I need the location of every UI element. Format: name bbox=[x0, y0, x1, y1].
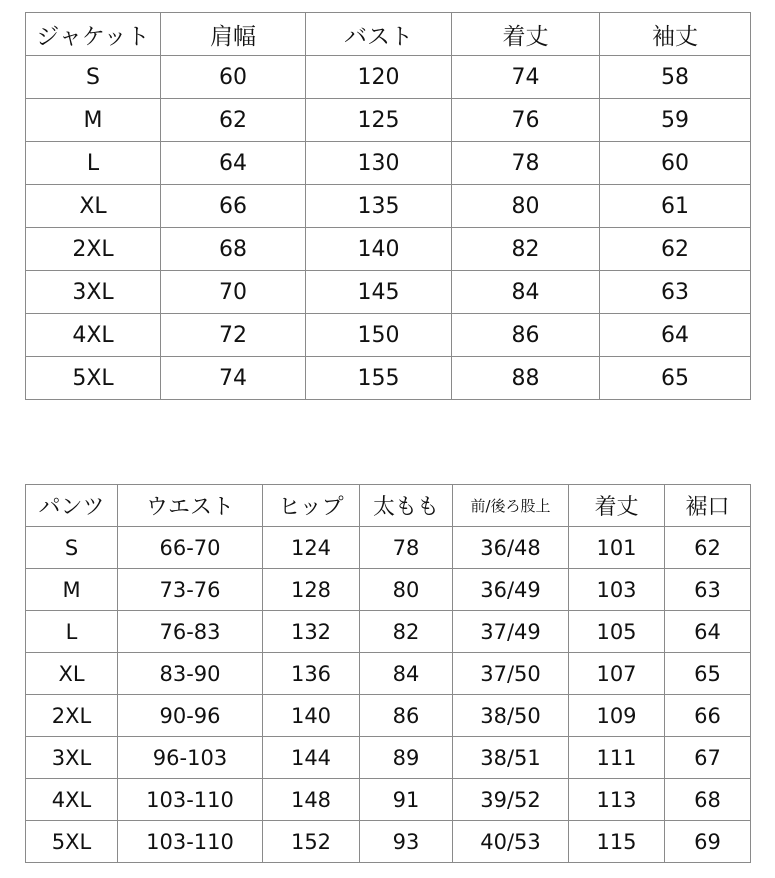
table-cell: 63 bbox=[665, 569, 751, 611]
table-cell: 39/52 bbox=[453, 779, 569, 821]
table-row bbox=[26, 185, 751, 228]
size-cell: 5XL bbox=[26, 357, 161, 400]
table-cell: 64 bbox=[161, 142, 306, 185]
size-cell: L bbox=[26, 142, 161, 185]
table-cell: 64 bbox=[600, 314, 751, 357]
header-cell: 裾口 bbox=[665, 485, 751, 527]
table-row bbox=[26, 314, 751, 357]
header-cell: 太もも bbox=[360, 485, 453, 527]
size-cell: M bbox=[26, 99, 161, 142]
table-cell: 120 bbox=[306, 56, 452, 99]
header-cell: ヒップ bbox=[263, 485, 360, 527]
size-cell: 4XL bbox=[26, 314, 161, 357]
table-cell: 66 bbox=[161, 185, 306, 228]
table-cell: 111 bbox=[569, 737, 665, 779]
table-cell: 76-83 bbox=[118, 611, 263, 653]
size-cell: 5XL bbox=[26, 821, 118, 863]
table-cell: 69 bbox=[665, 821, 751, 863]
table-cell: 58 bbox=[600, 56, 751, 99]
table-cell: 83-90 bbox=[118, 653, 263, 695]
table-cell: 80 bbox=[452, 185, 600, 228]
table-cell: 37/50 bbox=[453, 653, 569, 695]
table-cell: 93 bbox=[360, 821, 453, 863]
table-cell: 150 bbox=[306, 314, 452, 357]
table-cell: 101 bbox=[569, 527, 665, 569]
table-cell: 115 bbox=[569, 821, 665, 863]
table-cell: 128 bbox=[263, 569, 360, 611]
header-cell: 前/後ろ股上 bbox=[453, 485, 569, 527]
table-cell: 38/50 bbox=[453, 695, 569, 737]
table-cell: 68 bbox=[161, 228, 306, 271]
table-cell: 82 bbox=[452, 228, 600, 271]
size-cell: 4XL bbox=[26, 779, 118, 821]
header-cell: 着丈 bbox=[452, 13, 600, 56]
header-cell: ジャケット bbox=[26, 13, 161, 56]
table-cell: 140 bbox=[263, 695, 360, 737]
table-cell: 145 bbox=[306, 271, 452, 314]
size-cell: XL bbox=[26, 653, 118, 695]
table-cell: 113 bbox=[569, 779, 665, 821]
table-cell: 64 bbox=[665, 611, 751, 653]
table-cell: 60 bbox=[600, 142, 751, 185]
table-row bbox=[26, 228, 751, 271]
table-cell: 74 bbox=[452, 56, 600, 99]
table-cell: 103 bbox=[569, 569, 665, 611]
table-cell: 105 bbox=[569, 611, 665, 653]
table-cell: 40/53 bbox=[453, 821, 569, 863]
table-cell: 103-110 bbox=[118, 779, 263, 821]
table-cell: 66 bbox=[665, 695, 751, 737]
table-cell: 59 bbox=[600, 99, 751, 142]
table-cell: 89 bbox=[360, 737, 453, 779]
table-header-row bbox=[26, 485, 751, 527]
table-cell: 65 bbox=[665, 653, 751, 695]
size-cell: 3XL bbox=[26, 271, 161, 314]
header-cell: 肩幅 bbox=[161, 13, 306, 56]
table-cell: 90-96 bbox=[118, 695, 263, 737]
table-cell: 70 bbox=[161, 271, 306, 314]
size-cell: S bbox=[26, 527, 118, 569]
jacket-size-table bbox=[25, 12, 751, 400]
table-cell: 135 bbox=[306, 185, 452, 228]
size-cell: 2XL bbox=[26, 228, 161, 271]
header-cell: ウエスト bbox=[118, 485, 263, 527]
table-cell: 144 bbox=[263, 737, 360, 779]
table-cell: 109 bbox=[569, 695, 665, 737]
table-cell: 36/49 bbox=[453, 569, 569, 611]
table-cell: 140 bbox=[306, 228, 452, 271]
table-row bbox=[26, 695, 751, 737]
table-row bbox=[26, 779, 751, 821]
table-header-row bbox=[26, 13, 751, 56]
table-cell: 72 bbox=[161, 314, 306, 357]
size-cell: 3XL bbox=[26, 737, 118, 779]
table-cell: 152 bbox=[263, 821, 360, 863]
table-cell: 78 bbox=[452, 142, 600, 185]
table-row bbox=[26, 737, 751, 779]
table-cell: 62 bbox=[161, 99, 306, 142]
table-row bbox=[26, 527, 751, 569]
table-cell: 86 bbox=[452, 314, 600, 357]
table-cell: 136 bbox=[263, 653, 360, 695]
table-cell: 86 bbox=[360, 695, 453, 737]
table-cell: 82 bbox=[360, 611, 453, 653]
table-row bbox=[26, 569, 751, 611]
table-cell: 60 bbox=[161, 56, 306, 99]
table-cell: 130 bbox=[306, 142, 452, 185]
table-cell: 74 bbox=[161, 357, 306, 400]
table-cell: 67 bbox=[665, 737, 751, 779]
table-cell: 96-103 bbox=[118, 737, 263, 779]
size-cell: XL bbox=[26, 185, 161, 228]
table-cell: 103-110 bbox=[118, 821, 263, 863]
table-cell: 132 bbox=[263, 611, 360, 653]
table-cell: 36/48 bbox=[453, 527, 569, 569]
table-cell: 62 bbox=[600, 228, 751, 271]
table-cell: 91 bbox=[360, 779, 453, 821]
table-row bbox=[26, 142, 751, 185]
table-row bbox=[26, 56, 751, 99]
header-cell: パンツ bbox=[26, 485, 118, 527]
pants-size-table bbox=[25, 484, 751, 863]
table-cell: 80 bbox=[360, 569, 453, 611]
table-cell: 62 bbox=[665, 527, 751, 569]
table-cell: 124 bbox=[263, 527, 360, 569]
table-row bbox=[26, 357, 751, 400]
table-cell: 38/51 bbox=[453, 737, 569, 779]
size-cell: 2XL bbox=[26, 695, 118, 737]
table-cell: 107 bbox=[569, 653, 665, 695]
table-row bbox=[26, 99, 751, 142]
table-cell: 155 bbox=[306, 357, 452, 400]
table-row bbox=[26, 821, 751, 863]
header-cell: 袖丈 bbox=[600, 13, 751, 56]
table-cell: 37/49 bbox=[453, 611, 569, 653]
table-cell: 88 bbox=[452, 357, 600, 400]
table-cell: 84 bbox=[452, 271, 600, 314]
size-cell: M bbox=[26, 569, 118, 611]
table-cell: 68 bbox=[665, 779, 751, 821]
table-cell: 73-76 bbox=[118, 569, 263, 611]
table-cell: 148 bbox=[263, 779, 360, 821]
table-cell: 65 bbox=[600, 357, 751, 400]
table-row bbox=[26, 271, 751, 314]
table-cell: 61 bbox=[600, 185, 751, 228]
header-cell: バスト bbox=[306, 13, 452, 56]
table-cell: 63 bbox=[600, 271, 751, 314]
size-cell: L bbox=[26, 611, 118, 653]
table-cell: 125 bbox=[306, 99, 452, 142]
table-cell: 78 bbox=[360, 527, 453, 569]
table-cell: 84 bbox=[360, 653, 453, 695]
table-cell: 76 bbox=[452, 99, 600, 142]
size-cell: S bbox=[26, 56, 161, 99]
table-row bbox=[26, 653, 751, 695]
table-cell: 66-70 bbox=[118, 527, 263, 569]
header-cell: 着丈 bbox=[569, 485, 665, 527]
table-row bbox=[26, 611, 751, 653]
